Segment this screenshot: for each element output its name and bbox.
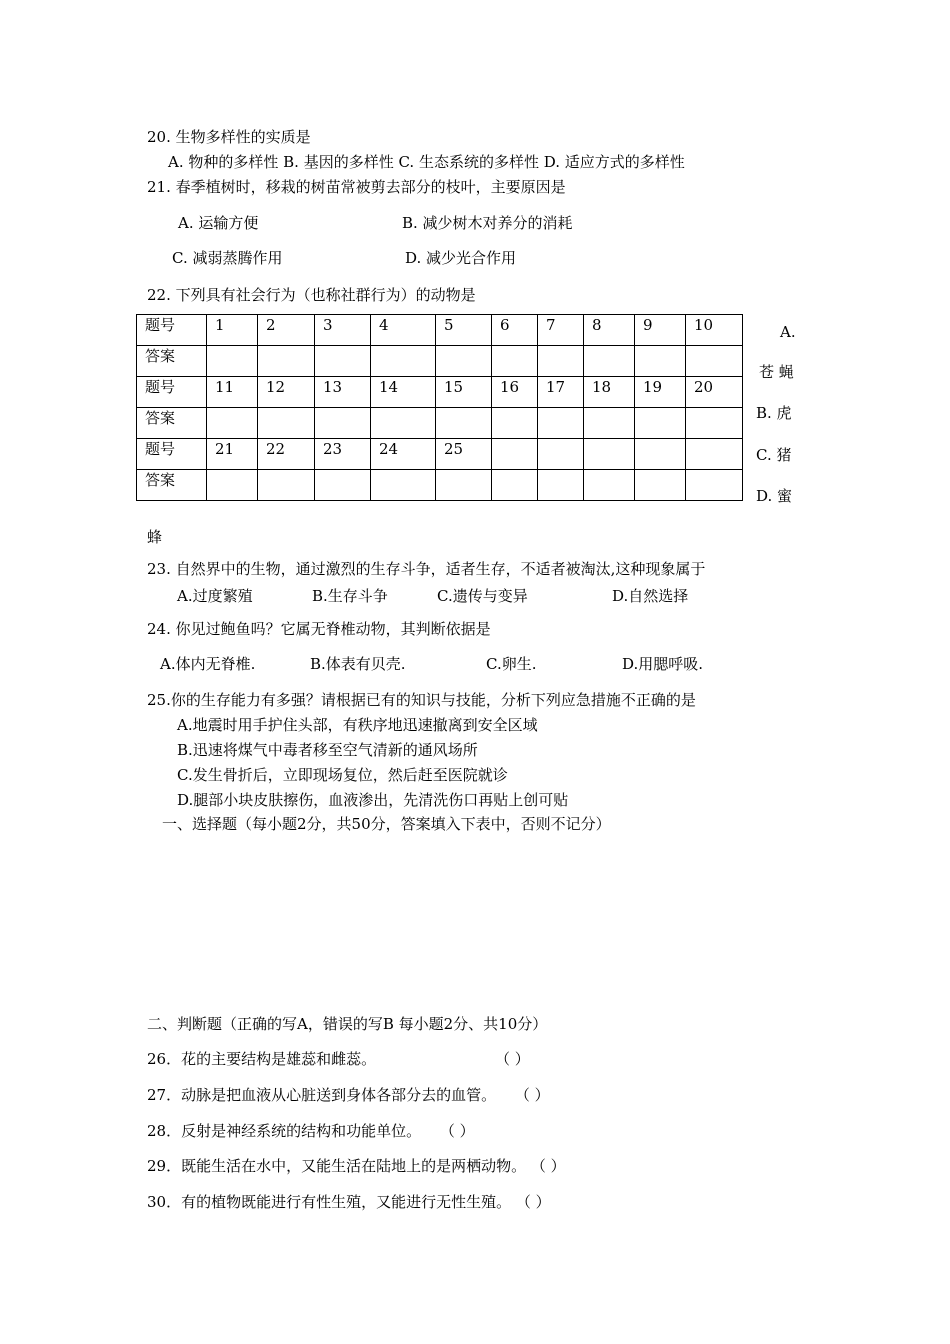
answer-cell[interactable] bbox=[538, 408, 584, 439]
question-number-cell bbox=[686, 439, 743, 470]
answer-table bbox=[136, 314, 743, 501]
question-number-cell: 5 bbox=[436, 315, 492, 346]
table-row-header: 题号 bbox=[137, 315, 207, 346]
judge-item-text: 26．花的主要结构是雄蕊和雌蕊。 bbox=[147, 1050, 377, 1068]
question-number-cell: 24 bbox=[371, 439, 436, 470]
question-number-cell: 3 bbox=[315, 315, 371, 346]
question-25-option-b: B.迅速将煤气中毒者移至空气清新的通风场所 bbox=[177, 741, 478, 759]
question-24-option-b: B.体表有贝壳. bbox=[310, 655, 406, 673]
answer-cell[interactable] bbox=[207, 470, 258, 501]
question-22-option-a-text: 苍 蝇 bbox=[759, 363, 794, 381]
table-row-header: 题号 bbox=[137, 439, 207, 470]
question-20-stem: 20. 生物多样性的实质是 bbox=[147, 128, 311, 146]
question-number-cell: 22 bbox=[258, 439, 315, 470]
table-row bbox=[137, 346, 743, 377]
question-23-option-a: A.过度繁殖 bbox=[177, 587, 253, 605]
question-number-cell: 13 bbox=[315, 377, 371, 408]
question-24-stem: 24. 你见过鲍鱼吗？它属无脊椎动物，其判断依据是 bbox=[147, 620, 491, 638]
answer-blank[interactable]: （ ） bbox=[530, 1157, 566, 1175]
judge-item-text: 28．反射是神经系统的结构和功能单位。 bbox=[147, 1122, 422, 1140]
answer-cell[interactable] bbox=[538, 346, 584, 377]
question-21-stem: 21. 春季植树时，移栽的树苗常被剪去部分的枝叶，主要原因是 bbox=[147, 178, 566, 196]
answer-blank[interactable]: （ ） bbox=[439, 1122, 475, 1140]
question-21-option-c: C. 减弱蒸腾作用 bbox=[172, 249, 283, 267]
question-21-option-a: A. 运输方便 bbox=[178, 214, 259, 232]
question-number-cell: 9 bbox=[635, 315, 686, 346]
judge-item-26 bbox=[147, 1049, 530, 1069]
answer-cell[interactable] bbox=[315, 408, 371, 439]
table-row-header: 答案 bbox=[137, 470, 207, 501]
question-number-cell: 25 bbox=[436, 439, 492, 470]
answer-cell[interactable] bbox=[315, 470, 371, 501]
question-number-cell: 21 bbox=[207, 439, 258, 470]
question-number-cell: 23 bbox=[315, 439, 371, 470]
answer-cell[interactable] bbox=[436, 408, 492, 439]
question-number-cell bbox=[635, 439, 686, 470]
question-22-option-d-tail: 蜂 bbox=[147, 528, 163, 546]
question-number-cell bbox=[538, 439, 584, 470]
answer-cell[interactable] bbox=[371, 470, 436, 501]
table-row-header: 题号 bbox=[137, 377, 207, 408]
question-number-cell: 12 bbox=[258, 377, 315, 408]
answer-cell[interactable] bbox=[492, 346, 538, 377]
table-row bbox=[137, 377, 743, 408]
question-number-cell: 16 bbox=[492, 377, 538, 408]
answer-cell[interactable] bbox=[258, 408, 315, 439]
question-22-option-a-letter: A. bbox=[780, 323, 796, 341]
question-number-cell bbox=[492, 439, 538, 470]
question-25-option-d: D.腿部小块皮肤擦伤，血液渗出，先清洗伤口再贴上创可贴 bbox=[177, 791, 569, 809]
answer-cell[interactable] bbox=[686, 346, 743, 377]
question-number-cell: 8 bbox=[584, 315, 635, 346]
question-22-stem: 22. 下列具有社会行为（也称社群行为）的动物是 bbox=[147, 286, 476, 304]
answer-blank[interactable]: （ ） bbox=[514, 1086, 550, 1104]
answer-cell[interactable] bbox=[436, 346, 492, 377]
question-22-option-d: D. 蜜 bbox=[756, 487, 793, 505]
question-23-option-b: B.生存斗争 bbox=[312, 587, 388, 605]
table-row bbox=[137, 315, 743, 346]
judge-item-text: 29．既能生活在水中，又能生活在陆地上的是两栖动物。 bbox=[147, 1157, 527, 1175]
question-25-option-c: C.发生骨折后，立即现场复位，然后赶至医院就诊 bbox=[177, 766, 508, 784]
answer-cell[interactable] bbox=[371, 346, 436, 377]
answer-blank[interactable]: （ ） bbox=[515, 1193, 551, 1211]
section-1-heading: 一、选择题（每小题2分，共50分，答案填入下表中，否则不记分） bbox=[162, 815, 611, 833]
question-22-option-b: B. 虎 bbox=[756, 404, 792, 422]
question-number-cell: 10 bbox=[686, 315, 743, 346]
question-number-cell: 11 bbox=[207, 377, 258, 408]
answer-cell[interactable] bbox=[635, 408, 686, 439]
question-number-cell: 15 bbox=[436, 377, 492, 408]
table-row-header: 答案 bbox=[137, 346, 207, 377]
judge-item-27 bbox=[147, 1085, 550, 1105]
answer-cell[interactable] bbox=[635, 346, 686, 377]
table-row-header: 答案 bbox=[137, 408, 207, 439]
question-25-stem: 25.你的生存能力有多强？请根据已有的知识与技能，分析下列应急措施不正确的是 bbox=[147, 691, 696, 709]
section-2-heading: 二、判断题（正确的写A，错误的写B 每小题2分、共10分） bbox=[147, 1015, 548, 1033]
question-21-option-b: B. 减少树木对养分的消耗 bbox=[402, 214, 573, 232]
answer-cell[interactable] bbox=[371, 408, 436, 439]
answer-blank[interactable]: （ ） bbox=[495, 1050, 530, 1068]
answer-cell[interactable] bbox=[584, 346, 635, 377]
question-23-option-c: C.遗传与变异 bbox=[437, 587, 528, 605]
answer-cell[interactable] bbox=[635, 470, 686, 501]
question-number-cell bbox=[584, 439, 635, 470]
question-number-cell: 1 bbox=[207, 315, 258, 346]
question-23-option-d: D.自然选择 bbox=[612, 587, 689, 605]
answer-cell[interactable] bbox=[258, 346, 315, 377]
question-25-option-a: A.地震时用手护住头部，有秩序地迅速撤离到安全区域 bbox=[177, 716, 538, 734]
question-number-cell: 20 bbox=[686, 377, 743, 408]
question-number-cell: 6 bbox=[492, 315, 538, 346]
answer-cell[interactable] bbox=[584, 408, 635, 439]
judge-item-29 bbox=[147, 1156, 566, 1176]
question-number-cell: 17 bbox=[538, 377, 584, 408]
answer-cell[interactable] bbox=[538, 470, 584, 501]
answer-cell[interactable] bbox=[686, 470, 743, 501]
question-24-option-a: A.体内无脊椎. bbox=[160, 655, 256, 673]
judge-item-30 bbox=[147, 1192, 551, 1212]
question-number-cell: 19 bbox=[635, 377, 686, 408]
answer-cell[interactable] bbox=[207, 408, 258, 439]
question-number-cell: 7 bbox=[538, 315, 584, 346]
answer-cell[interactable] bbox=[258, 470, 315, 501]
table-row bbox=[137, 470, 743, 501]
question-number-cell: 2 bbox=[258, 315, 315, 346]
answer-cell[interactable] bbox=[207, 346, 258, 377]
answer-cell[interactable] bbox=[584, 470, 635, 501]
judge-item-text: 27．动脉是把血液从心脏送到身体各部分去的血管。 bbox=[147, 1086, 497, 1104]
answer-cell[interactable] bbox=[315, 346, 371, 377]
answer-cell[interactable] bbox=[686, 408, 743, 439]
table-row bbox=[137, 408, 743, 439]
question-24-option-d: D.用腮呼吸. bbox=[622, 655, 704, 673]
question-22-option-c: C. 猪 bbox=[756, 446, 792, 464]
question-number-cell: 18 bbox=[584, 377, 635, 408]
question-24-option-c: C.卵生. bbox=[486, 655, 537, 673]
table-row bbox=[137, 439, 743, 470]
answer-cell[interactable] bbox=[492, 470, 538, 501]
answer-cell[interactable] bbox=[492, 408, 538, 439]
judge-item-28 bbox=[147, 1121, 475, 1141]
question-21-option-d: D. 减少光合作用 bbox=[405, 249, 517, 267]
judge-item-text: 30．有的植物既能进行有性生殖，又能进行无性生殖。 bbox=[147, 1193, 512, 1211]
answer-cell[interactable] bbox=[436, 470, 492, 501]
question-23-stem: 23. 自然界中的生物，通过激烈的生存斗争，适者生存，不适者被淘汰,这种现象属于 bbox=[147, 560, 706, 578]
question-number-cell: 14 bbox=[371, 377, 436, 408]
question-20-options: A. 物种的多样性 B. 基因的多样性 C. 生态系统的多样性 D. 适应方式的多样性 bbox=[168, 153, 685, 171]
question-number-cell: 4 bbox=[371, 315, 436, 346]
